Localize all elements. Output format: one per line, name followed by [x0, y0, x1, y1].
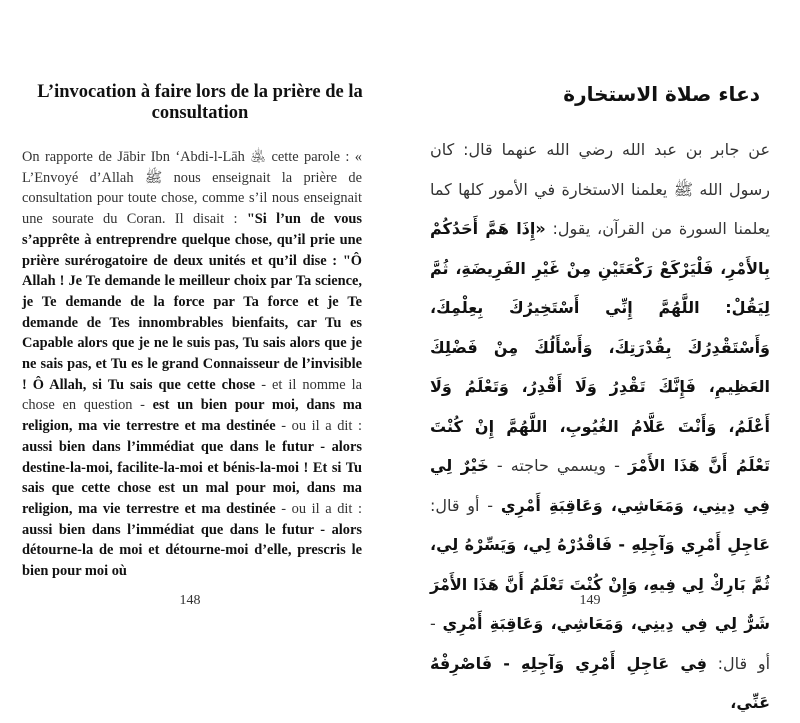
aside-text: - et il nomme la chose en question - [22, 376, 362, 414]
aside-text: - أو قال: [430, 614, 771, 673]
aside-text: - أو قال: [430, 495, 494, 515]
left-page-french [0, 0, 400, 683]
dua-text: فِي عَاجِلِ أَمْرِي وَآجِلِهِ - فَاصْرِفْهُ عَنِّي، [430, 653, 770, 712]
page-title-french: L’invocation à faire lors de la prière de la consultation [37, 82, 363, 123]
quote-text: aussi bien dans l’immédiat que dans le futur - alors destine-la-moi, facilite-la-moi et bénis-la-moi ! Et si Tu sais que cette chose est un mal pour moi, dans ma religion, ma vie terrestre et ma destinée [22, 438, 362, 517]
quote-text: aussi bien dans l’immédiat que dans le futur - alors détourne-la de moi et détourne-moi d’elle, prescris le bien pour moi où [22, 521, 362, 580]
page-number-left: 148 [179, 593, 201, 608]
dua-text: خَيْرٌ لِي فِي دِينِي، وَمَعَاشِي، وَعَاقِبَةِ أَمْرِي [430, 456, 771, 515]
narration-text: عن جابر بن عبد الله رضي الله عنهما قال: كان رسول الله ﷺ يعلمنا الاستخارة في الأمور كلها كما يعلمنا السورة من القرآن، يقول: [430, 140, 770, 238]
quote-text: est un bien pour moi, dans ma religion, ma vie terrestre et ma destinée [22, 397, 362, 435]
quote-text: "Si l’un de vous s’apprête à entreprendre quelque chose, qu’il prie une prière surérogatoire de deux unités et qu’il dise : "Ô Allah ! Je Te demande le meilleur choix par Ta science, je Te demande de la force par Ta force et je Te demande de Tes innombrables bienfaits, car Tu es Capable alors que je ne le suis pas, Tu sais alors que je ne sais pas, et Tu es le grand Connaisseur de l’invisible ! Ô Allah, si Tu sais que cette chose [22, 211, 362, 393]
aside-text: - ou il a dit : [281, 500, 362, 517]
aside-text: - ou il a dit : [281, 418, 362, 435]
dua-text: عَاجِلِ أَمْرِي وَآجِلِهِ - فَاقْدُرْهُ لِي، وَيَسِّرْهُ لِي، ثُمَّ بَارِكْ لِي فِيهِ، وَإِنْ كُنْتَ تَعْلَمُ أَنَّ هَذَا الأَمْرَ شَرٌّ لِي فِي دِينِي، وَمَعَاشِي، وَعَاقِبَةِ أَمْرِي [430, 535, 770, 633]
dua-text: «إِذَا هَمَّ أَحَدُكُمْ بِالأَمْرِ، فَلْيَرْكَعْ رَكْعَتَيْنِ مِنْ غَيْرِ الفَرِيضَةِ، ثُمَّ لِيَقُلْ: اللَّهُمَّ إِنِّي أَسْتَخِيرُكَ بِعِلْمِكَ، وَأَسْتَقْدِرُكَ بِقُدْرَتِكَ، وَأَسْأَلُكَ مِنْ فَضْلِكَ العَظِيمِ، فَإِنَّكَ تَقْدِرُ وَلَا أَقْدِرُ، وَتَعْلَمُ وَلَا أَعْلَمُ، وَأَنْتَ عَلَّامُ الغُيُوبِ، اللَّهُمَّ إِنْ كُنْتَ تَعْلَمُ أَنَّ هَذَا الأَمْرَ [430, 219, 771, 475]
right-page-arabic [400, 0, 800, 712]
arabic-text-body [430, 130, 770, 723]
page-number-right: 149 [579, 593, 601, 608]
french-text-body [22, 147, 362, 582]
aside-text: - ويسمي حاجته - [496, 456, 620, 475]
intro-text: On rapporte de Jābir Ibn ‘Abdi-l-Lāh ﵁ cette parole : « L’Envoyé d’Allah ﷺ nous enseignait la prière de consultation pour toute chose, comme s’il nous enseignait une sourate du Coran. Il disait : [22, 149, 362, 228]
page-title-arabic: دعاء صلاة الاستخارة [563, 82, 760, 106]
